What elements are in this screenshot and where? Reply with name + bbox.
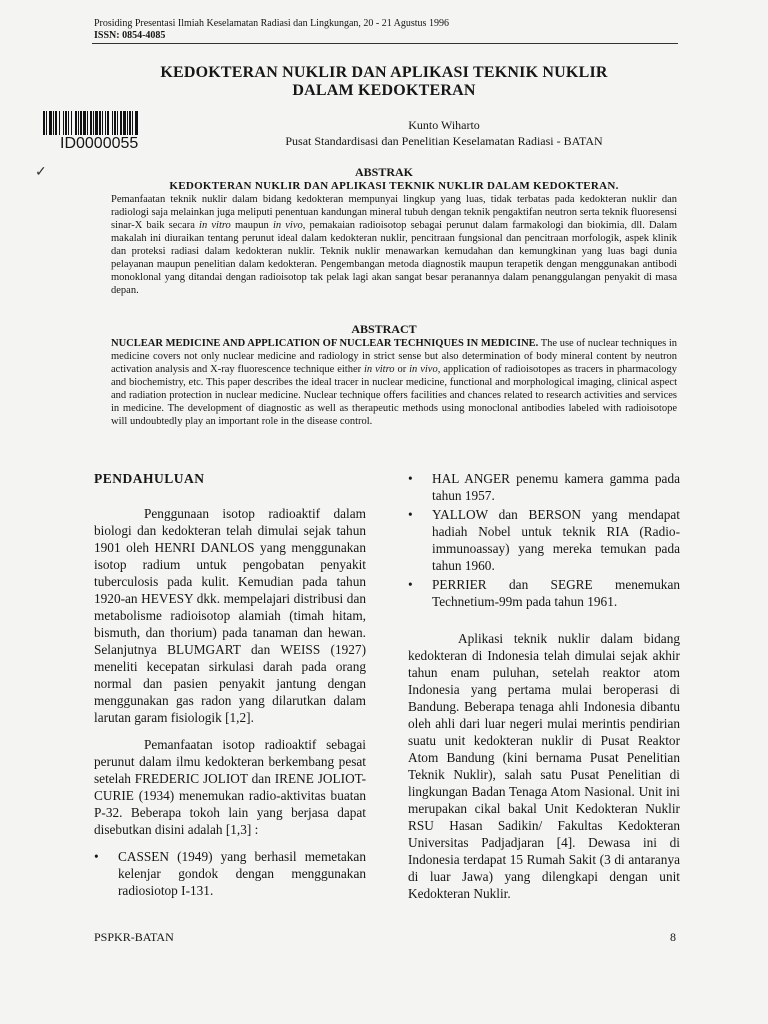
bullet-icon: • [408, 507, 413, 522]
bullet-text: YALLOW dan BERSON yang mendapat hadiah Nobel untuk teknik RIA (Radio-immunoassay) yang mereka temukan pada tahun 1960. [432, 507, 680, 573]
intro-paragraph-1: Penggunaan isotop radioaktif dalam biologi dan kedokteran telah dimulai sejak tahun 1901 oleh HENRI DANLOS yang menggunakan isotop radium untuk pengobatan penyakit tuberculosis pada kulit. Kemudian pada tahun 1920-an HEVESY dkk. mempelajari distribusi dan metabolisme radioisotop alamiah (timah hitam, bismuth, dan thorium) pada tanaman dan hewan. Selanjutnya BLUMGART dan WEISS (1927) meneliti kecepatan sirkulasi darah pada orang normal dan pasien penyakit jantung dengan menggunakan gas radon yang dilarutkan dalam larutan garam fisiologik [1,2]. [94, 506, 366, 725]
abstract-text-1: The use of nuclear techniques in medicine covers not only nuclear medicine and radiology in strict sense but also determination of body mineral content by neutron activation analysis and X-ray fluorescence technique either [111, 338, 677, 375]
abstrak-text-1: Pemanfaatan teknik nuklir dalam bidang kedokteran mempunyai lingkup yang luas, tidak terbatas pada kedokteran nuklir dan radiologi saja melainkan juga meliputi penentuan kandungan mineral tubuh dengan teknik pengaktifan neutron serta teknik fluoresensi sinar-X baik secara [111, 194, 677, 231]
right-column [408, 470, 680, 912]
list-item [408, 506, 680, 574]
abstract-italic-1: in vitro [364, 364, 395, 375]
proceedings-line: Prosiding Presentasi Ilmiah Keselamatan Radiasi dan Lingkungan, 20 - 21 Agustus 1996 [94, 18, 449, 29]
issn-line: ISSN: 0854-4085 [94, 30, 166, 41]
abstrak-italic-2: in vivo [272, 220, 303, 231]
stray-pen-mark: ✓ [35, 165, 47, 180]
intro-paragraph-2: Pemanfaatan isotop radioaktif sebagai perunut dalam ilmu kedokteran berkembang pesat setelah FREDERIC JOLIOT dan IRENE JOLIOT-CURIE (1934) menemukan radio-aktivitas buatan P-32. Beberapa tokoh lain yang berjasa dapat disebutkan disini adalah [1,3] : [94, 737, 366, 837]
footer-label: PSPKR-BATAN [94, 930, 174, 944]
barcode [43, 111, 187, 135]
abstrak-text-3: , pemakaian radioisotop sebagai perunut dalam farmakologi dan biokimia, dll. Dalam makalah ini diuraikan tentang perunut ideal dalam kedokteran nuklir, pencitraan fungsional dan pencitraan morfologik, aspek klinik dan proteksi radiasi dalam kedokteran nuklir. Teknik nuklir menawarkan kemudahan dan kemungkinan yang luas bagi dunia pelayanan maupun penelitian dalam kedokteran. Pengembangan metoda diagnostik maupun terapetik dengan menggunakan antibodi monoklonal yang ditandai dengan radioisotop tak pelak lagi akan sangat besar peranannya dalam penanggulangan penyakit di masa depan. [111, 220, 677, 296]
abstract-text-3: , application of radioisotopes as tracers in pharmacology and biochemistry, etc. This paper describes the ideal tracer in nuclear medicine, functional and morphological imaging, clinical aspect and radiation protection in nuclear medicine. Nuclear technique offers facilities and chances related to research activities and services in medicine. The development of diagnostic as well as therapeutic methods using monoclonal antibodies labeled with radioisotope will undoubtedly play an important role in the disease control. [111, 364, 678, 427]
page-number: 8 [670, 930, 676, 944]
author-name: Kunto Wiharto [408, 118, 480, 132]
abstrak-lead: KEDOKTERAN NUKLIR DAN APLIKASI TEKNIK NUKLIR DALAM KEDOKTERAN. [169, 180, 619, 192]
barcode-id: ID0000055 [60, 135, 139, 152]
abstract-lead: NUCLEAR MEDICINE AND APPLICATION OF NUCLEAR TECHNIQUES IN MEDICINE. [111, 338, 539, 349]
author-affiliation: Pusat Standardisasi dan Penelitian Keselamatan Radiasi - BATAN [285, 134, 603, 148]
application-paragraph: Aplikasi teknik nuklir dalam bidang kedokteran di Indonesia telah dimulai sejak akhir tahun enam puluhan, setelah reaktor atom Indonesia yang pertama mulai beroperasi di Bandung. Beberapa tenaga ahli Indonesia dibantu oleh ahli dari luar negeri mulai merintis pendirian suatu unit kedokteran nuklir di Pusat Reaktor Atom Bandung (kini bernama Pusat Penelitian Teknik Nuklir), salah satu Pusat Penelitian di lingkungan Badan Tenaga Atom Nasional. Unit ini merupakan cikal bakal Unit Kedokteran Nuklir RSU Hasan Sadikin/ Fakultas Kedokteran Universitas Padjadjaran [4]. Dewasa ini di Indonesia terdapat 15 Rumah Sakit (3 di antaranya di luar Jawa) yang dilengkapi dengan unit Kedokteran Nuklir. [408, 631, 680, 901]
abstrak-body [111, 180, 677, 297]
abstract-body [111, 337, 677, 428]
paper-title [0, 64, 768, 100]
list-item [408, 576, 680, 610]
bullet-icon: • [408, 577, 413, 592]
abstract-heading: ABSTRACT [351, 322, 417, 336]
bullet-icon: • [408, 471, 413, 486]
title-line-2: DALAM KEDOKTERAN [292, 82, 476, 99]
header-rule [92, 43, 678, 44]
left-column [94, 470, 366, 901]
title-line-1: KEDOKTERAN NUKLIR DAN APLIKASI TEKNIK NUKLIR [160, 64, 608, 81]
bullet-text: HAL ANGER penemu kamera gamma pada tahun 1957. [432, 471, 680, 503]
abstrak-italic-1: in vitro [199, 220, 231, 231]
bullet-text: CASSEN (1949) yang berhasil memetakan kelenjar gondok dengan menggunakan radiosiotop I-131. [118, 849, 366, 898]
abstract-italic-2: in vivo [409, 364, 438, 375]
abstrak-text-2: maupun [230, 220, 273, 231]
bullet-text: PERRIER dan SEGRE menemukan Technetium-99m pada tahun 1961. [432, 577, 680, 609]
abstract-text-2: or [394, 364, 410, 375]
list-item [94, 848, 366, 899]
bullet-icon: • [94, 849, 99, 864]
left-bullet-list [94, 848, 366, 899]
section-heading-pendahuluan: PENDAHULUAN [94, 471, 205, 486]
abstrak-heading: ABSTRAK [354, 165, 413, 179]
author-block [210, 117, 678, 149]
list-item [408, 470, 680, 504]
right-bullet-list [408, 470, 680, 610]
page-header [94, 18, 449, 42]
